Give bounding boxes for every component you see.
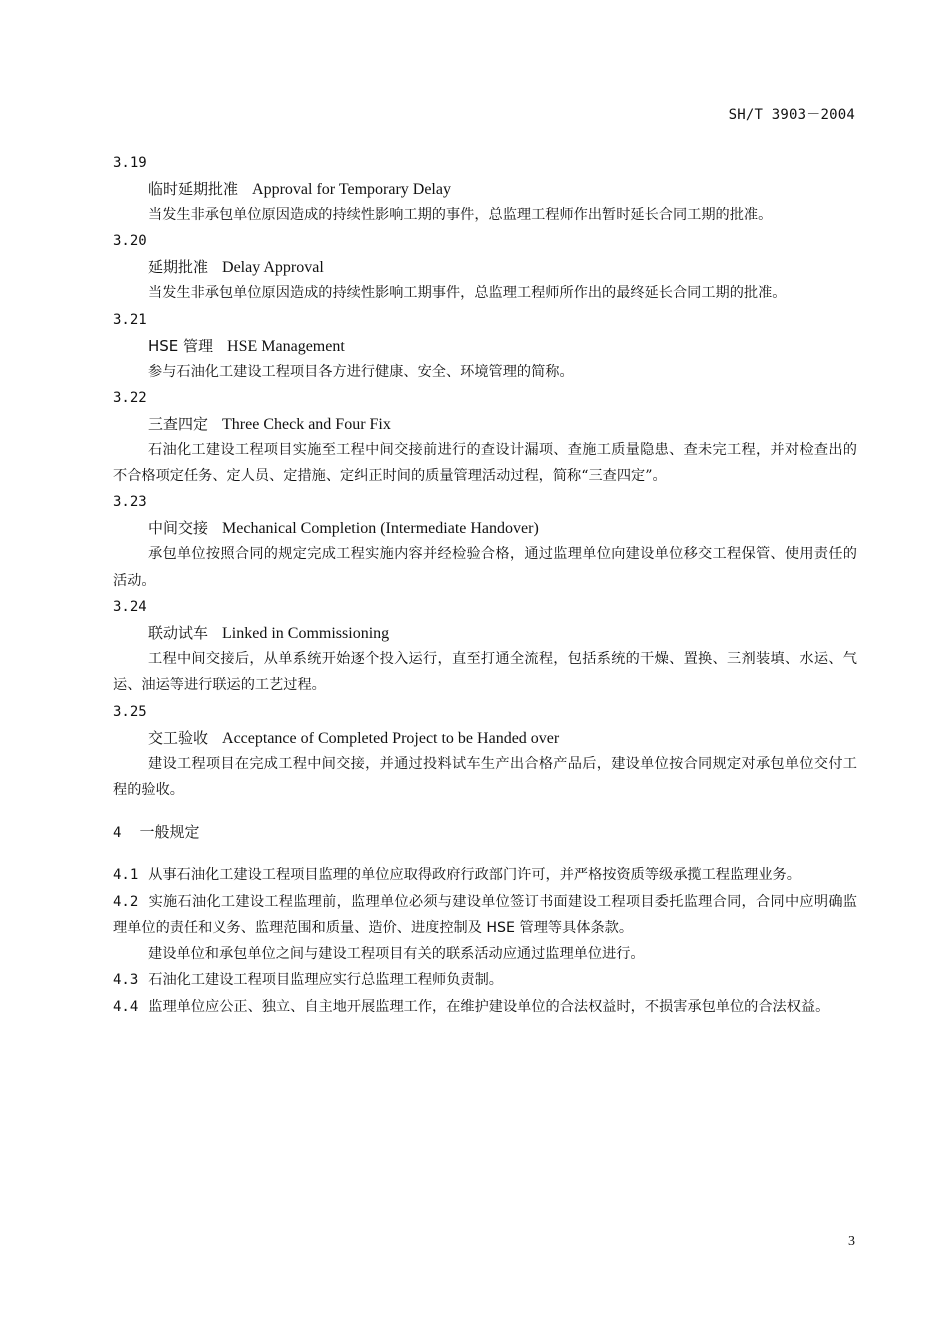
term-zh: 联动试车 (148, 624, 209, 643)
term-zh: 交工验收 (148, 728, 209, 747)
clause-number: 4.3 (113, 972, 139, 989)
term-heading (113, 515, 857, 541)
term-en: Three Check and Four Fix (222, 415, 391, 433)
term-zh: 三查四定 (148, 414, 209, 433)
term-number: 3.22 (113, 389, 147, 406)
term-definition: 当发生非承包单位原因造成的持续性影响工期的事件，总监理工程师作出暂时延长合同工期的批准。 (148, 207, 773, 223)
term-heading (113, 176, 857, 202)
term-en: Delay Approval (222, 259, 324, 277)
term-number: 3.19 (113, 155, 147, 171)
term-en: Approval for Temporary Delay (252, 181, 451, 198)
clause-4-2 (113, 889, 857, 942)
term-zh: 临时延期批准 (148, 180, 239, 198)
clause-number: 4.4 (113, 998, 139, 1015)
page-number: 3 (848, 1234, 855, 1249)
term-definition: 建设工程项目在完成工程中间交接，并通过投料试车生产出合格产品后，建设单位按合同规定对承包单位交付工程的验收。 (113, 755, 857, 798)
section-heading (113, 819, 857, 846)
term-entry (113, 594, 857, 699)
clause-text: 实施石油化工建设工程监理前，监理单位必须与建设单位签订书面建设工程项目委托监理合同，合同中应明确监理单位的责任和义务、监理范围和质量、造价、进度控制及 HSE 管理等具体条款。 (113, 893, 857, 936)
term-number: 3.23 (113, 494, 147, 511)
section-title: 一般规定 (139, 823, 200, 842)
term-zh: 中间交接 (148, 519, 209, 538)
clause-4-4 (113, 994, 857, 1020)
term-entry (113, 385, 857, 490)
term-entry (113, 150, 857, 228)
term-definition: 参与石油化工建设工程项目各方进行健康、安全、环境管理的简称。 (148, 363, 574, 380)
term-definition: 石油化工建设工程项目实施至工程中间交接前进行的查设计漏项、查施工质量隐患、查未完工程，并对检查出的不合格项定任务、定人员、定措施、定纠正时间的质量管理活动过程，简称“三查四定”。 (113, 441, 857, 485)
clause-number: 4.2 (113, 893, 139, 910)
term-definition: 当发生非承包单位原因造成的持续性影响工期事件，总监理工程师所作出的最终延长合同工期的批准。 (148, 285, 787, 302)
term-en: Mechanical Completion (Intermediate Handover) (222, 520, 539, 538)
term-entry (113, 489, 857, 594)
term-definition: 工程中间交接后，从单系统开始逐个投入运行，直至打通全流程，包括系统的干燥、置换、三剂装填、水运、气运、油运等进行联运的工艺过程。 (113, 651, 857, 694)
term-heading (113, 333, 857, 359)
term-zh: HSE 管理 (148, 336, 214, 355)
term-heading (113, 725, 857, 751)
clause-4-2-paragraph: 建设单位和承包单位之间与建设工程项目有关的联系活动应通过监理单位进行。 (148, 946, 645, 963)
term-heading (113, 254, 857, 280)
term-en: Acceptance of Completed Project to be Handed over (222, 729, 560, 747)
term-en: HSE Management (227, 337, 345, 355)
term-number: 3.24 (113, 599, 147, 616)
clause-4-1 (113, 862, 857, 888)
clause-text: 石油化工建设工程项目监理应实行总监理工程师负责制。 (148, 972, 503, 989)
term-heading (113, 411, 857, 437)
term-heading (113, 620, 857, 646)
clause-text: 从事石油化工建设工程项目监理的单位应取得政府行政部门许可，并严格按资质等级承揽工程监理业务。 (148, 867, 801, 884)
term-entry (113, 228, 857, 306)
term-number: 3.25 (113, 703, 147, 720)
term-number: 3.20 (113, 233, 147, 250)
clause-number: 4.1 (113, 867, 139, 884)
term-en: Linked in Commissioning (222, 625, 390, 643)
term-zh: 延期批准 (148, 258, 209, 277)
section-number: 4 (113, 825, 122, 842)
term-entry (113, 699, 857, 804)
page-content (113, 150, 857, 1020)
term-number: 3.21 (113, 311, 147, 328)
clause-text: 监理单位应公正、独立、自主地开展监理工作，在维护建设单位的合法权益时，不损害承包单位的合法权益。 (148, 998, 830, 1015)
document-id-header: SH/T 3903－2004 (728, 107, 855, 123)
term-definition: 承包单位按照合同的规定完成工程实施内容并经检验合格，通过监理单位向建设单位移交工程保管、使用责任的活动。 (113, 546, 857, 589)
term-entry (113, 307, 857, 385)
clause-4-3 (113, 967, 857, 993)
